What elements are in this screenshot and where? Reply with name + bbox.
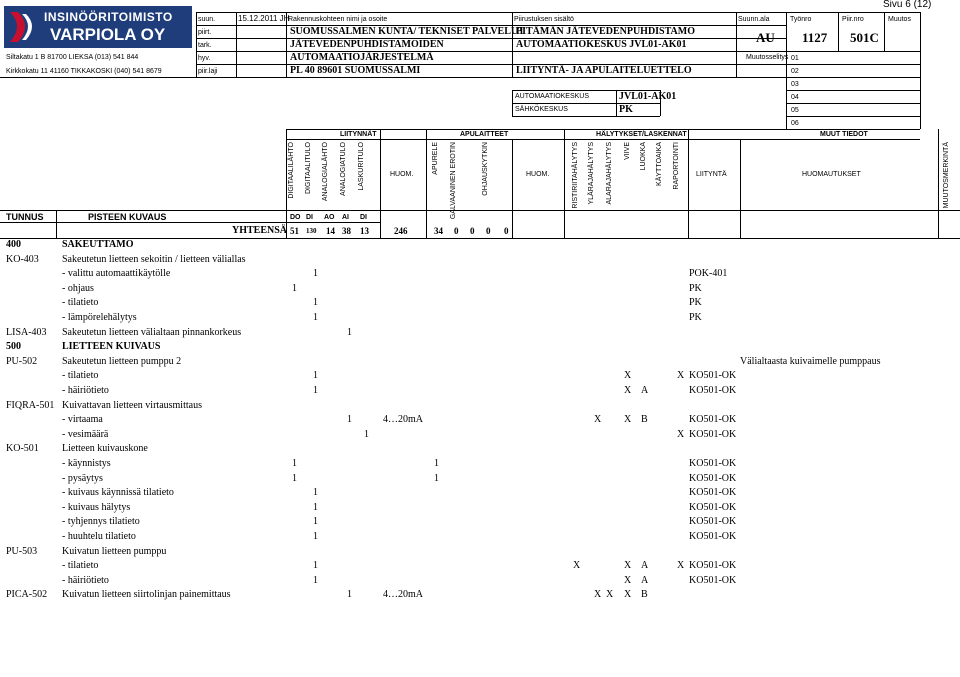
company-name-2: VARPIOLA OY	[50, 25, 166, 44]
col-galvaaninen-erotin: GALVAANINEN EROTIN	[450, 142, 457, 220]
row-liit: KO501-OK	[689, 385, 737, 396]
row-h-yla: X	[594, 589, 602, 601]
row-desc: Kuivattavan lietteen virtausmittaus	[62, 399, 202, 411]
row-liit: KO501-OK	[689, 560, 737, 572]
col-viive: VIIVE	[624, 142, 631, 160]
row-h-luo: B	[641, 414, 648, 426]
row-desc: - tilatieto	[62, 297, 99, 309]
row-huom: 4…20mA	[383, 589, 423, 601]
row-h-ala: X	[606, 589, 614, 601]
row-liit: KO501-OK	[689, 574, 737, 586]
building-label: Rakennuskohteen nimi ja osoite	[288, 16, 388, 23]
row-liit: KO501-OK	[689, 428, 737, 440]
col-ristiriitahalytys: RISTIRIITAHÄLYTYS	[572, 142, 579, 209]
total-do: 51	[290, 226, 299, 236]
rev-03: 03	[791, 81, 799, 88]
page-number: Sivu 6 (12)	[883, 0, 932, 10]
totals-label: YHTEENSÄ	[232, 225, 288, 236]
col-huom-2: HUOM.	[526, 171, 550, 178]
col-muutosmerkinta: MUUTOSMERKINTÄ	[943, 142, 950, 209]
row-h-luo: A	[641, 385, 649, 396]
row-liit: KO501-OK	[689, 414, 737, 426]
row-tunnus: KO-501	[6, 443, 39, 455]
row-liit: POK-401	[689, 268, 728, 280]
rev-05: 05	[791, 107, 799, 114]
row-desc: Kuivatun lietteen pumppu	[62, 545, 167, 557]
row-desc: - tyhjennys tilatieto	[62, 516, 140, 528]
col-huom-1: HUOM.	[390, 171, 414, 178]
row-do: 1	[292, 472, 297, 484]
row-tunnus: PU-503	[6, 545, 38, 557]
row-tunnus: PICA-502	[6, 589, 48, 601]
io-di: DI	[306, 214, 313, 221]
total-x2: 0	[504, 226, 509, 236]
total-di: 130	[306, 227, 317, 235]
label-piirt: piirt.	[198, 29, 212, 36]
col-ylarajahalytys: YLÄRAJAHÄLYTYS	[588, 142, 595, 205]
row-desc: - häiriötieto	[62, 574, 109, 586]
rev-06: 06	[791, 120, 799, 127]
col-pisteen-kuvaus: PISTEEN KUVAUS	[88, 212, 167, 222]
row-di: 1	[313, 370, 318, 382]
rev-01: 01	[791, 55, 799, 62]
col-liityntä: LIITYNTÄ	[696, 171, 727, 178]
total-lask: 13	[360, 226, 369, 236]
row-tunnus: 400	[6, 239, 21, 250]
drawing-line-4: LIITYNTÄ- JA APULAITELUETTELO	[516, 65, 692, 76]
row-tunnus: LISA-403	[6, 326, 47, 338]
total-ai: 38	[342, 226, 351, 236]
row-liit: KO501-OK	[689, 458, 737, 469]
row-tunnus: PU-502	[6, 355, 38, 367]
total-x1: 0	[470, 226, 475, 236]
company-address-2: Kirkkokatu 11 41160 TIKKAKOSKI (040) 541 8679	[6, 68, 162, 75]
row-desc: Sakeutetun lietteen pumppu 2	[62, 355, 182, 367]
row-di: 1	[313, 312, 318, 323]
row-liit: PK	[689, 312, 702, 323]
col-alarajahalytys: ALARAJAHÄLYTYS	[606, 142, 613, 205]
row-di: 1	[313, 487, 318, 499]
row-h-luo: B	[641, 589, 648, 601]
row-ai: 1	[347, 589, 352, 601]
row-desc: - tilatieto	[62, 370, 99, 382]
row-h-vii: X	[624, 589, 632, 601]
row-di: 1	[313, 516, 318, 528]
row-desc: Sakeutetun lietteen välialtaan pinnankorkeus	[62, 326, 242, 338]
label-hyv: hyv.	[198, 55, 211, 62]
io-di-2: DI	[360, 214, 367, 221]
row-desc: - ohjaus	[62, 282, 94, 294]
row-tunnus: 500	[6, 341, 21, 353]
row-h-vii: X	[624, 385, 632, 396]
au-value: AU	[756, 30, 775, 45]
row-h-vii: X	[624, 414, 632, 426]
io-do: DO	[290, 214, 301, 221]
row-h-ris: X	[573, 560, 581, 572]
work-no-value: 1127	[802, 30, 828, 45]
row-h-yla: X	[594, 414, 602, 426]
label-piir-laji: piir.laji	[198, 68, 218, 75]
total-ohj: 0	[486, 226, 491, 236]
total-ao: 14	[326, 226, 335, 236]
row-di: 1	[313, 268, 318, 280]
row-ohj: 1	[434, 472, 439, 484]
row-desc: - lämpörelehälytys	[62, 312, 137, 323]
row-desc: SAKEUTTAMO	[62, 239, 134, 250]
row-di: 1	[313, 560, 318, 572]
total-huom: 246	[394, 226, 408, 236]
company-name-1: INSINÖÖRITOIMISTO	[44, 10, 173, 24]
group-apulaitteet: APULAITTEET	[460, 131, 509, 138]
row-desc: - käynnistys	[62, 458, 111, 469]
row-h-luo: A	[641, 574, 649, 586]
row-liit: KO501-OK	[689, 531, 737, 542]
row-ai: 1	[347, 326, 352, 338]
total-galv: 0	[454, 226, 459, 236]
changes-label: Muutos	[888, 16, 911, 23]
company-logo	[4, 6, 192, 48]
row-ohj: 1	[434, 458, 439, 469]
row-liit: PK	[689, 297, 702, 309]
scale-label: Suunn.ala	[738, 16, 770, 23]
row-tunnus: KO-403	[6, 253, 39, 265]
row-desc: Sakeutetun lietteen sekoitin / lietteen väliallas	[62, 253, 246, 265]
ak-value: JVL01-AK01	[619, 91, 677, 102]
col-analogiatulo: ANALOGIATULO	[340, 142, 347, 196]
row-desc: LIETTEEN KUIVAUS	[62, 341, 161, 353]
change-desc-label: Muutosselitys	[746, 54, 789, 61]
io-ai: AI	[342, 214, 349, 221]
col-analogialahto: ANALOGIALÄHTÖ	[322, 142, 329, 202]
row-liit: KO501-OK	[689, 516, 737, 528]
drawing-label: Piirustuksen sisältö	[514, 16, 574, 23]
row-huom: 4…20mA	[383, 414, 423, 426]
row-liit: PK	[689, 282, 702, 294]
col-laskuritulo: LASKURITULO	[358, 142, 365, 191]
rev-04: 04	[791, 94, 799, 101]
row-h-vii: X	[624, 560, 632, 572]
col-digitaalitulo: DIGITAALITULO	[305, 142, 312, 194]
row-liit: KO501-OK	[689, 487, 737, 499]
work-no-label: Työnro	[790, 16, 812, 23]
sk-value: PK	[619, 104, 633, 115]
label-tark: tark.	[198, 42, 212, 49]
building-line-2: JÄTEVEDENPUHDISTAMOIDEN	[290, 39, 444, 50]
group-halytykset: HÄLYTYKSET/LASKENNAT	[596, 131, 687, 138]
row-di: 1	[313, 501, 318, 513]
row-h-vii: X	[624, 370, 632, 382]
row-desc: - valittu automaattikäytölle	[62, 268, 171, 280]
row-h-luo: A	[641, 560, 649, 572]
row-h-rap: X	[677, 428, 685, 440]
col-ohjauskytkin: OHJAUSKYTKIN	[482, 142, 489, 196]
building-line-4: PL 40 89601 SUOMUSSALMI	[290, 65, 421, 76]
drawing-no-value: 501C	[850, 30, 879, 45]
company-address-1: Siltakatu 1 B 81700 LIEKSA (013) 541 844	[6, 54, 139, 61]
col-apurele: APURELE	[432, 142, 439, 175]
row-do: 1	[292, 458, 297, 469]
drawing-line-2: AUTOMAATIOKESKUS JVL01-AK01	[516, 39, 687, 50]
row-di: 1	[313, 574, 318, 586]
drawing-no-label: Piir.nro	[842, 16, 864, 23]
col-huomautukset: HUOMAUTUKSET	[802, 171, 861, 178]
row-desc: - kuivaus käynnissä tilatieto	[62, 487, 174, 499]
row-h-rap: X	[677, 370, 685, 382]
row-desc: Lietteen kuivauskone	[62, 443, 148, 455]
row-h-vii: X	[624, 574, 632, 586]
total-apurele: 34	[434, 226, 443, 236]
row-desc: - virtaama	[62, 414, 103, 426]
col-tunnus: TUNNUS	[6, 212, 44, 222]
building-line-3: AUTOMAATIOJÄRJESTELMÄ	[290, 52, 434, 63]
row-desc: Kuivatun lietteen siirtolinjan painemittaus	[62, 589, 231, 601]
row-desc: - vesimäärä	[62, 428, 109, 440]
row-desc: - kuivaus hälytys	[62, 501, 131, 513]
row-desc: - häiriötieto	[62, 385, 109, 396]
ak-label: AUTOMAATIOKESKUS	[515, 93, 590, 100]
drawing-line-1: PITÄMÄN JÄTEVEDENPUHDISTAMO	[516, 26, 695, 37]
col-digitaalilahto: DIGITAALILÄHTÖ	[288, 142, 295, 199]
col-raportointi: RAPORTOINTI	[673, 142, 680, 190]
row-liit: KO501-OK	[689, 472, 737, 484]
building-line-1: SUOMUSSALMEN KUNTA/ TEKNISET PALVELUT	[290, 26, 525, 37]
row-tunnus: FIQRA-501	[6, 399, 55, 411]
row-liit: KO501-OK	[689, 501, 737, 513]
group-muut: MUUT TIEDOT	[820, 131, 868, 138]
sk-label: SÄHKÖKESKUS	[515, 106, 568, 113]
row-liit: KO501-OK	[689, 370, 737, 382]
row-ai: 1	[347, 414, 352, 426]
row-lask: 1	[364, 428, 369, 440]
row-desc: - pysäytys	[62, 472, 103, 484]
rev-02: 02	[791, 68, 799, 75]
row-desc: - huuhtelu tilatieto	[62, 531, 136, 542]
label-suun: suun.	[198, 16, 216, 23]
group-liitynnat: LIITYNNÄT	[340, 131, 377, 138]
col-luokka: LUOKKA	[640, 142, 647, 171]
row-di: 1	[313, 531, 318, 542]
row-do: 1	[292, 282, 297, 294]
col-kayttoaika: KÄYTTÖAIKA	[656, 142, 663, 186]
io-ao: AO	[324, 214, 335, 221]
row-di: 1	[313, 385, 318, 396]
row-di: 1	[313, 297, 318, 309]
row-h-rap: X	[677, 560, 685, 572]
row-desc: - tilatieto	[62, 560, 99, 572]
row-huomautus: Välialtaasta kuivaimelle pumppaus	[740, 355, 881, 367]
date-value: 15.12.2011 JH	[238, 14, 290, 23]
